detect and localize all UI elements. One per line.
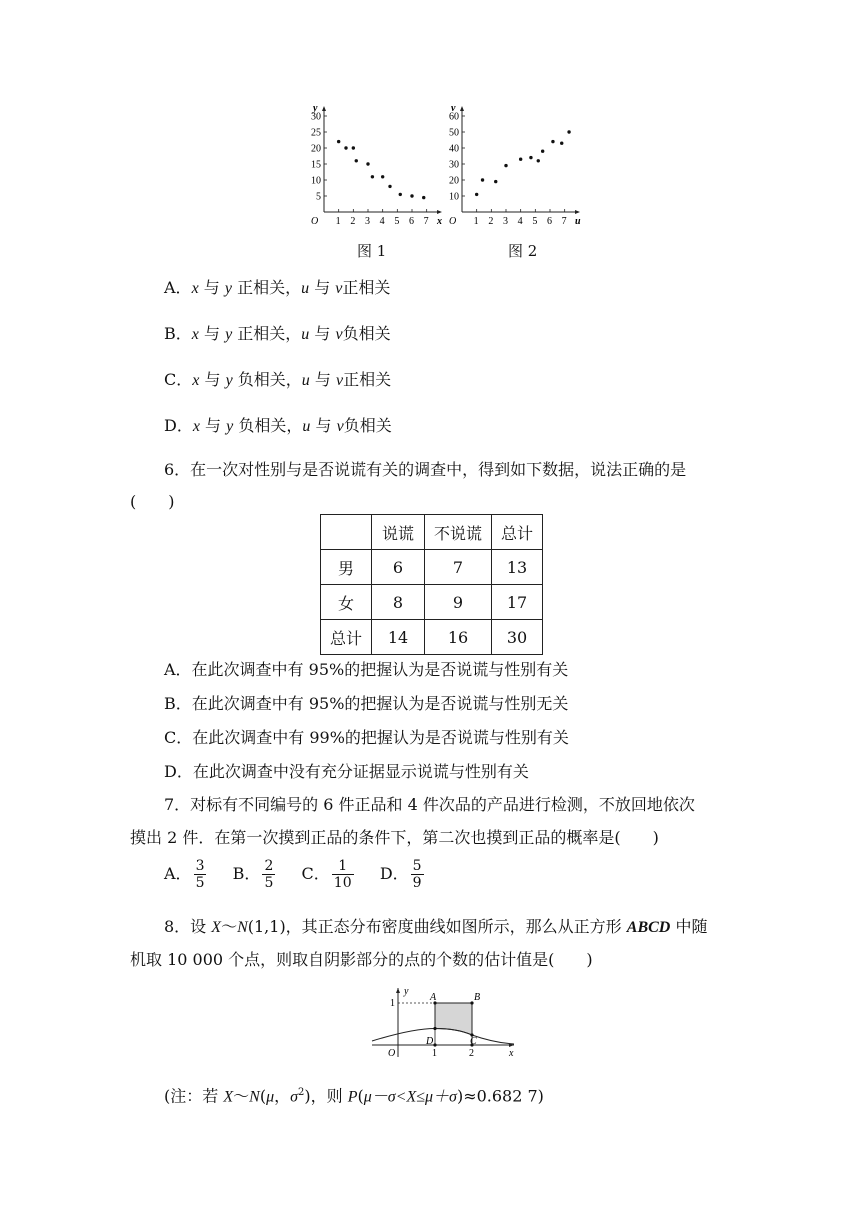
y-tick-label: 10 [449,191,459,203]
fraction: $\frac{1}{10}$ [333,858,352,891]
data-point [337,140,340,143]
y-tick-label: 40 [449,143,459,155]
x-tick-label: 2 [488,216,494,227]
tick-x-2: 2 [469,1048,474,1059]
y-tick-label: 15 [311,159,321,171]
data-point [388,185,391,188]
x-tick-label: 3 [503,216,508,227]
label-b: B [474,992,481,1003]
table-cell: 不说谎 [425,515,492,550]
x-axis-label: x [509,1048,514,1059]
figure-1-plot [311,103,442,227]
data-point [541,150,544,153]
q7-option-b[interactable]: B． $\frac{2}{5}$ [232,858,274,891]
table-cell: 14 [372,620,425,655]
table-header-row [321,515,543,550]
q6-option-a[interactable]: A．在此次调查中有 95%的把握认为是否说谎与性别有关 [164,660,569,679]
y-tick-label: 5 [316,191,321,203]
data-point [355,159,358,162]
table-cell: 6 [372,550,425,585]
q6-stem-line1: 6．在一次对性别与是否说谎有关的调查中，得到如下数据，说法正确的是 [164,460,687,479]
q5-option-a[interactable]: A．x 与 y 正相关，u 与 v正相关 [164,278,391,297]
figure-1-caption: 图 1 [357,242,387,260]
x-tick-label: 7 [423,216,429,227]
figure-2-caption: 图 2 [508,242,538,260]
table-cell [321,515,372,550]
figure-1 [300,100,450,235]
data-point [475,193,478,196]
data-point [371,175,374,178]
table-cell: 9 [425,585,492,620]
y-axis-label: y [313,103,318,114]
tick-x-1: 1 [432,1048,437,1059]
data-point [481,178,484,181]
q6-option-c[interactable]: C．在此次调查中有 99%的把握认为是否说谎与性别有关 [164,728,569,747]
q7-option-c[interactable]: C． $\frac{1}{10}$ [301,858,352,891]
fraction: $\frac{2}{5}$ [264,858,274,891]
table-row [321,585,543,620]
q7-stem-line2: 摸出 2 件．在第一次摸到正品的条件下，第二次也摸到正品的概率是( ) [130,828,659,847]
q7-option-d[interactable]: D． $\frac{5}{9}$ [379,858,422,891]
q7-options [164,858,426,891]
data-point [519,158,522,161]
q8-stem-line2: 机取 10 000 个点，则取自阴影部分的点的个数的估计值是( ) [130,950,593,969]
y-axis-arrow [460,106,464,111]
data-point [529,156,532,159]
contingency-table [320,514,543,655]
q8-note: (注：若 X～N(μ，$\sigma^2$)，则 P(μ－σ<X≤μ＋σ)≈0.682 7) [164,1086,544,1106]
data-point [352,146,355,149]
y-tick-label: 20 [449,175,459,187]
normal-curve [372,1029,514,1045]
origin-label: O [388,1048,396,1059]
table-cell: 总计 [492,515,543,550]
table-cell: 13 [492,550,543,585]
label-c: C [470,1036,477,1047]
q6-stem-line2: ( ) [130,492,175,511]
normal-curve-figure [368,985,518,1060]
y-tick-label: 25 [311,127,321,139]
y-tick-label: 60 [449,111,459,123]
data-point [344,146,347,149]
x-tick-label: 6 [547,216,552,227]
point-d [433,1043,436,1046]
x-tick-label: 5 [394,216,400,227]
data-point [399,193,402,196]
data-point [567,130,570,133]
x-tick-label: 7 [561,216,567,227]
data-point [410,194,413,197]
data-point [381,175,384,178]
data-point [504,164,507,167]
y-tick-label: 20 [311,143,321,155]
table-cell: 说谎 [372,515,425,550]
data-point [560,142,563,145]
figure-2 [438,100,588,235]
x-axis-label: u [575,216,581,227]
table-cell: 总计 [321,620,372,655]
data-point [366,162,369,165]
label-a: A [430,992,437,1003]
label-d: D [426,1036,434,1047]
table-row [321,620,543,655]
y-axis-arrow [322,106,326,111]
q8-stem-line1: 8．设 X～N(1,1)，其正态分布密度曲线如图所示，那么从正方形 ABCD 中随 [164,917,708,936]
origin-label: O [449,216,457,227]
tick-y-1: 1 [390,998,395,1009]
data-point [537,159,540,162]
q5-option-b[interactable]: B．x 与 y 正相关，u 与 v负相关 [164,324,391,343]
x-tick-label: 4 [379,216,385,227]
x-tick-label: 1 [335,216,341,227]
x-tick-label: 4 [517,216,523,227]
x-tick-label: 2 [350,216,356,227]
table-cell: 30 [492,620,543,655]
q5-option-d[interactable]: D．x 与 y 负相关，u 与 v负相关 [164,416,392,435]
origin-label: O [311,216,319,227]
x-axis-arrow [575,210,580,214]
y-tick-label: 10 [311,175,321,187]
table-cell: 16 [425,620,492,655]
fraction: $\frac{3}{5}$ [195,858,205,891]
q7-stem-line1: 7．对标有不同编号的 6 件正品和 4 件次品的产品进行检测，不放回地依次 [164,795,695,814]
q5-option-c[interactable]: C．x 与 y 负相关，u 与 v正相关 [164,370,392,389]
table-cell: 17 [492,585,543,620]
table-cell: 男 [321,550,372,585]
figure-2-plot [449,103,581,227]
table-cell: 8 [372,585,425,620]
y-tick-label: 30 [311,111,321,123]
table-cell: 7 [425,550,492,585]
y-tick-label: 50 [449,127,459,139]
y-axis-label: y [404,986,409,997]
y-axis-label: v [451,103,456,114]
table-cell: 女 [321,585,372,620]
x-tick-label: 3 [365,216,370,227]
y-axis-arrow [396,988,400,993]
point-curve-d [433,1027,436,1030]
data-point [422,196,425,199]
x-tick-label: 6 [409,216,414,227]
x-tick-label: 5 [532,216,538,227]
x-tick-label: 1 [473,216,479,227]
x-axis-label: x [437,216,442,227]
data-point [551,140,554,143]
q6-option-d[interactable]: D．在此次调查中没有充分证据显示说谎与性别有关 [164,762,529,781]
data-point [494,180,497,183]
q7-option-a[interactable]: A． $\frac{3}{5}$ [164,858,205,891]
q6-option-b[interactable]: B．在此次调查中有 95%的把握认为是否说谎与性别无关 [164,694,569,713]
fraction: $\frac{5}{9}$ [412,858,422,891]
y-tick-label: 30 [449,159,459,171]
table-row [321,550,543,585]
